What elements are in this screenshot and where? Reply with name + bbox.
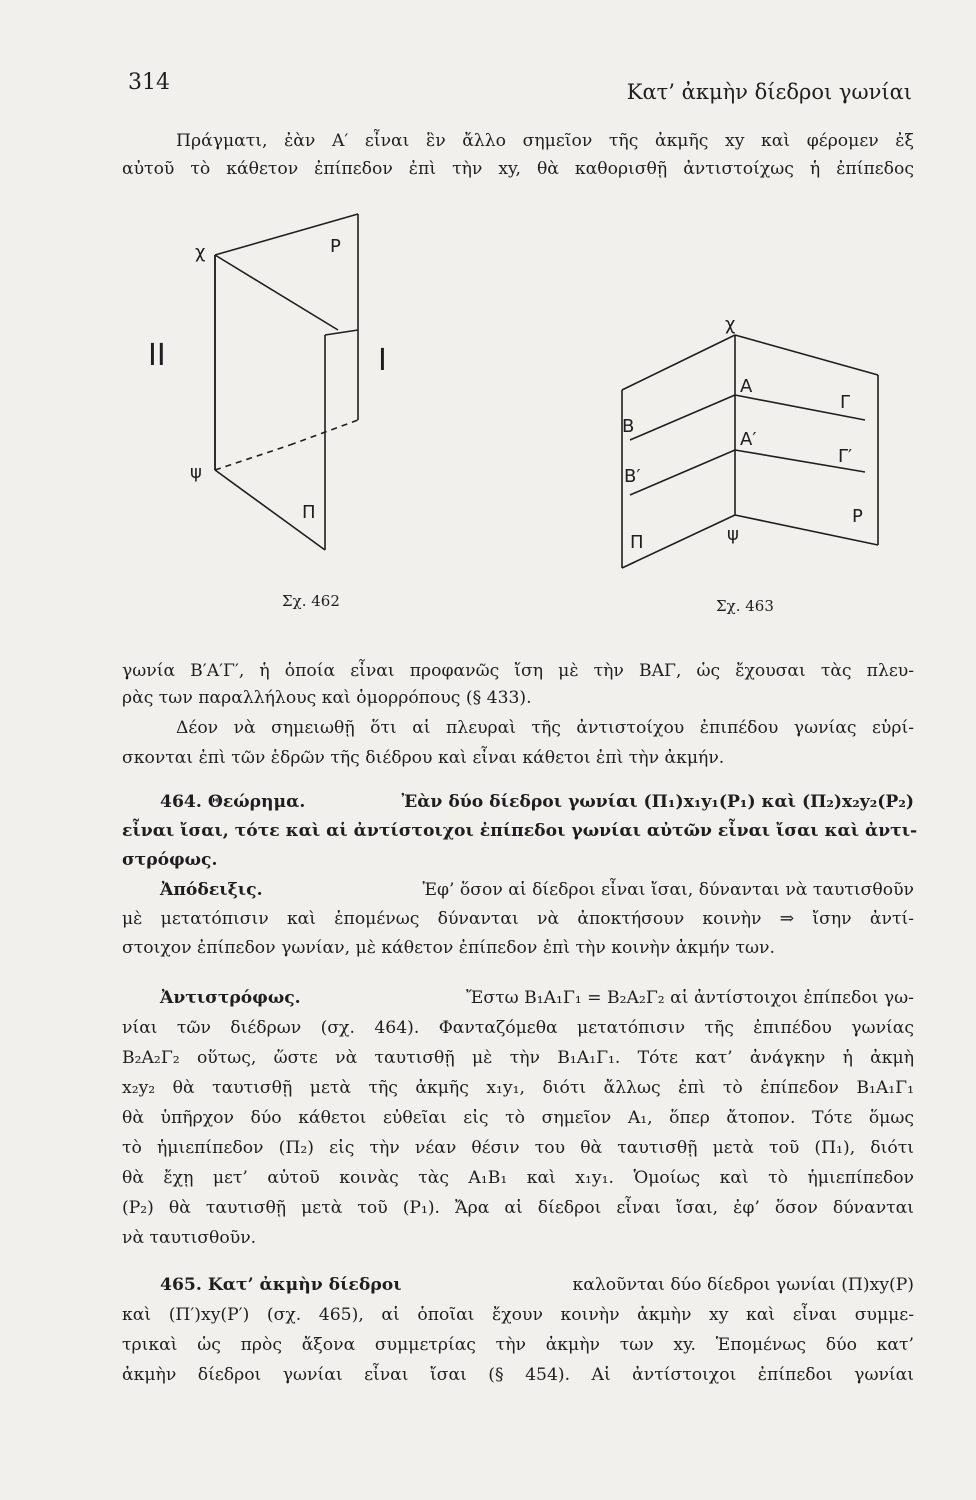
def465-head: 465. Κατ’ ἀκμὴν δίεδροι	[160, 1275, 402, 1295]
fig463-label-b2: Β′	[624, 466, 641, 487]
page-number: 314	[128, 70, 170, 95]
fig463-label-pi: Π	[630, 532, 644, 553]
figure-462-caption: Σχ. 462	[282, 592, 340, 610]
figure-463-caption: Σχ. 463	[716, 597, 774, 615]
proof-line-3: στοιχον ἐπίπεδον γωνίαν, μὲ κάθετον ἐπίπεδον ἐπὶ τὴν κοινὴν ἀκμήν των.	[122, 938, 775, 958]
proof-text: Ἐφ’ ὅσον αἱ δίεδροι εἶναι ἴσαι, δύνανται νὰ ταυτισθοῦν	[422, 880, 914, 900]
intro-line-1: Πράγματι, ἐὰν Α′ εἶναι ἓν ἄλλο σημεῖον τῆς ἀκμῆς xy καὶ φέρομεν ἐξ	[176, 131, 914, 151]
proof-head: Ἀπόδειξις.	[160, 880, 263, 900]
running-title: Κατ’ ἀκμὴν δίεδροι γωνίαι	[626, 80, 912, 104]
theorem-line-3: στρόφως.	[122, 850, 218, 870]
fig463-label-g2: Γ′	[838, 446, 853, 467]
converse-line: τὸ ἡμιεπίπεδον (Π₂) εἰς τὴν νέαν θέσιν του θὰ ταυτισθῇ μετὰ τοῦ (Π₁), διότι	[122, 1138, 914, 1158]
converse-line: θὰ ἔχῃ μετ’ αὐτοῦ κοινὰς τὰς Α₁Β₁ καὶ x₁y₁. Ὁμοίως καὶ τὸ ἡμιεπίπεδον	[122, 1168, 914, 1188]
ray-ab	[630, 395, 735, 440]
plane-p-top-edge	[735, 335, 878, 375]
body-line: γωνία Β′Α′Γ′, ἡ ὁποία εἶναι προφανῶς ἴση μὲ τὴν ΒΑΓ, ὡς ἔχουσαι τὰς πλευ-	[122, 661, 914, 681]
converse-text: Ἔστω Β₁Α₁Γ₁ = Β₂Α₂Γ₂ αἱ ἀντίστοιχοι ἐπίπεδοι γω-	[466, 988, 914, 1008]
body-line: ρὰς των παραλλήλους καὶ ὁμορρόπους (§ 433).	[122, 688, 532, 708]
converse-line: x₂y₂ θὰ ταυτισθῇ μετὰ τῆς ἀκμῆς x₁y₁, διότι ἄλλως ἐπὶ τὸ ἐπίπεδον Β₁Α₁Γ₁	[122, 1078, 914, 1098]
proof-line-1	[160, 877, 914, 903]
fig463-label-p: P	[852, 506, 863, 527]
theorem-text: Ἐὰν δύο δίεδροι γωνίαι (Π₁)x₁y₁(P₁) καὶ (Π₂)x₂y₂(P₂)	[401, 792, 914, 812]
def465-text: καλοῦνται δύο δίεδροι γωνίαι (Π)xy(P)	[572, 1275, 914, 1295]
fig463-label-g: Γ	[840, 392, 851, 413]
fig462-label-pi: Π	[302, 502, 316, 523]
body-line: Δέον νὰ σημειωθῇ ὅτι αἱ πλευραὶ τῆς ἀντιστοίχου ἐπιπέδου γωνίας εὑρί-	[176, 718, 914, 738]
fig463-label-a: Α	[740, 376, 753, 397]
fig462-label-pi1: I	[378, 343, 387, 378]
body-line: σκονται ἐπὶ τῶν ἑδρῶν τῆς διέδρου καὶ εἶναι κάθετοι ἐπὶ τὴν ἀκμήν.	[122, 748, 725, 768]
def465-line: ἀκμὴν δίεδροι γωνίαι εἶναι ἴσαι (§ 454). Αἱ ἀντίστοιχοι ἐπίπεδοι γωνίαι	[122, 1365, 914, 1385]
figure-463	[600, 300, 890, 600]
plane-ii-bottom-edge	[215, 445, 290, 470]
hidden-edge	[290, 420, 358, 445]
fig463-label-a2: Α′	[740, 429, 757, 450]
fig462-label-pi2: II	[148, 338, 166, 373]
converse-head: Ἀντιστρόφως.	[160, 988, 301, 1008]
figure-462	[140, 200, 440, 600]
converse-line: νὰ ταυτισθοῦν.	[122, 1228, 257, 1248]
fig463-label-x: χ	[725, 314, 736, 335]
converse-line: Β₂Α₂Γ₂ οὕτως, ὥστε νὰ ταυτισθῇ μὲ τὴν Β₁Α₁Γ₁. Τότε κατ’ ἀνάγκην ἡ ἀκμὴ	[122, 1048, 914, 1068]
plane-pi-top-edge	[622, 335, 735, 390]
theorem-number: 464. Θεώρημα.	[160, 792, 306, 812]
def465-line-1	[160, 1272, 914, 1298]
converse-line: (P₂) θὰ ταυτισθῇ μετὰ τοῦ (P₁). Ἄρα αἱ δίεδροι εἶναι ἴσαι, ἐφ’ ὅσον δύνανται	[122, 1198, 914, 1218]
plane-p-top-edge	[215, 255, 338, 330]
theorem-line-1	[160, 789, 914, 815]
proof-line-2: μὲ μετατόπισιν καὶ ἑπομένως δύνανται νὰ ἀποκτήσουν κοινὴν ⇒ ἴσην ἀντί-	[122, 909, 914, 929]
ray-a2b2	[630, 450, 735, 495]
fig463-label-b: Β	[622, 416, 635, 437]
intro-line-2: αὐτοῦ τὸ κάθετον ἐπίπεδον ἐπὶ τὴν xy, θὰ καθορισθῇ ἀντιστοίχως ἡ ἐπίπεδος	[122, 159, 914, 179]
def465-line: τρικαὶ ὡς πρὸς ἄξονα συμμετρίας τὴν ἀκμὴν των xy. Ἑπομένως δύο κατ’	[122, 1335, 914, 1355]
def465-line: καὶ (Π′)xy(P′) (σχ. 465), αἱ ὁποῖαι ἔχουν κοινὴν ἀκμὴν xy καὶ εἶναι συμμε-	[122, 1305, 914, 1325]
fig463-label-psi: ψ	[727, 524, 739, 545]
fig462-label-psi: ψ	[190, 462, 202, 483]
converse-line: θὰ ὑπῆρχον δύο κάθετοι εὐθεῖαι εἰς τὸ σημεῖον Α₁, ὅπερ ἄτοπον. Τότε ὅμως	[122, 1108, 914, 1128]
theorem-line-2: εἶναι ἴσαι, τότε καὶ αἱ ἀντίστοιχοι ἐπίπεδοι γωνίαι αὐτῶν εἶναι ἴσαι καὶ ἀντι-	[122, 821, 918, 841]
fig462-label-p: P	[330, 236, 341, 257]
fig462-label-x: χ	[195, 242, 206, 263]
converse-line-1	[160, 985, 914, 1011]
plane-p-top-right	[325, 330, 358, 335]
converse-line: νίαι τῶν διέδρων (σχ. 464). Φανταζόμεθα μετατόπισιν τῆς ἐπιπέδου γωνίας	[122, 1018, 914, 1038]
